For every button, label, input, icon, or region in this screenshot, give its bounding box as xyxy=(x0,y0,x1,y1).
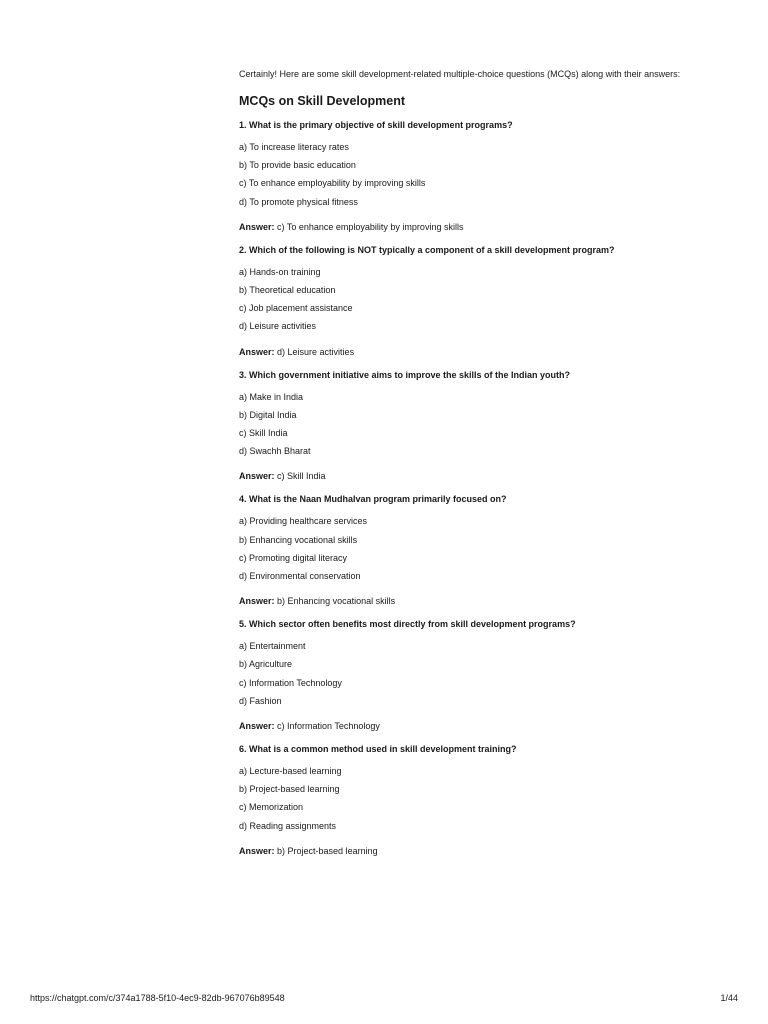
question-block xyxy=(239,244,709,359)
option-item: d) Swachh Bharat xyxy=(239,446,311,457)
option-item: b) To provide basic education xyxy=(239,160,356,171)
answer-value: b) Project-based learning xyxy=(277,845,378,856)
question-text: 5. Which sector often benefits most directly from skill development programs? xyxy=(239,619,576,630)
intro-text: Certainly! Here are some skill development-related multiple-choice questions (MCQs) along with their answers: xyxy=(239,69,681,79)
option-list xyxy=(239,762,709,835)
answer-label: Answer: xyxy=(239,221,275,232)
option-item: d) Fashion xyxy=(239,695,282,706)
answer-label: Answer: xyxy=(239,471,275,482)
option-item: d) Reading assignments xyxy=(239,820,337,831)
option-item: a) To increase literacy rates xyxy=(239,142,349,152)
answer-line xyxy=(239,595,709,608)
question-block xyxy=(239,618,709,733)
option-list xyxy=(239,388,709,461)
answer-line xyxy=(239,346,709,359)
question-text: 2. Which of the following is NOT typically a component of a skill development program? xyxy=(239,244,615,255)
option-list xyxy=(239,138,709,211)
page-number: 1/44 xyxy=(720,993,738,1003)
option-item: a) Lecture-based learning xyxy=(239,766,342,777)
answer-value: c) To enhance employability by improving skills xyxy=(277,221,464,232)
option-list xyxy=(239,512,709,585)
option-item: c) Memorization xyxy=(239,802,304,813)
question-block xyxy=(239,743,709,858)
option-item: c) Skill India xyxy=(239,428,288,439)
answer-label: Answer: xyxy=(239,346,275,357)
option-item: b) Digital India xyxy=(239,409,297,420)
answer-label: Answer: xyxy=(239,596,275,607)
option-item: d) To promote physical fitness xyxy=(239,196,358,207)
question-block xyxy=(239,119,709,234)
question-list xyxy=(239,119,709,858)
question-text: 1. What is the primary objective of skill development programs? xyxy=(239,120,513,130)
option-item: c) Promoting digital literacy xyxy=(239,552,348,563)
answer-value: b) Enhancing vocational skills xyxy=(277,596,396,607)
option-item: a) Make in India xyxy=(239,391,304,402)
option-item: a) Providing healthcare services xyxy=(239,516,368,527)
answer-label: Answer: xyxy=(239,721,275,732)
option-item: b) Project-based learning xyxy=(239,784,340,795)
answer-value: d) Leisure activities xyxy=(277,346,355,357)
option-item: b) Theoretical education xyxy=(239,285,336,296)
question-text: 6. What is a common method used in skill development training? xyxy=(239,744,517,755)
section-heading: MCQs on Skill Development xyxy=(239,94,406,108)
option-item: d) Environmental conservation xyxy=(239,571,361,582)
option-list xyxy=(239,637,709,710)
question-text: 4. What is the Naan Mudhalvan program primarily focused on? xyxy=(239,494,507,505)
option-item: b) Enhancing vocational skills xyxy=(239,534,358,545)
answer-line xyxy=(239,720,709,733)
answer-line xyxy=(239,845,709,858)
question-text: 3. Which government initiative aims to improve the skills of the Indian youth? xyxy=(239,369,571,380)
option-item: d) Leisure activities xyxy=(239,321,317,332)
answer-value: c) Skill India xyxy=(277,471,326,482)
answer-value: c) Information Technology xyxy=(277,721,380,732)
option-item: b) Agriculture xyxy=(239,659,293,670)
footer-url[interactable]: https://chatgpt.com/c/374a1788-5f10-4ec9-82db-967076b89548 xyxy=(30,993,285,1003)
option-item: a) Entertainment xyxy=(239,641,306,652)
option-item: c) Information Technology xyxy=(239,677,342,688)
document-content xyxy=(239,66,709,868)
answer-line xyxy=(239,470,709,483)
question-block xyxy=(239,493,709,608)
option-item: c) To enhance employability by improving skills xyxy=(239,178,426,189)
option-list xyxy=(239,263,709,336)
answer-label: Answer: xyxy=(239,845,275,856)
option-item: c) Job placement assistance xyxy=(239,303,353,314)
option-item: a) Hands-on training xyxy=(239,266,321,277)
answer-line xyxy=(239,221,709,234)
question-block xyxy=(239,369,709,484)
